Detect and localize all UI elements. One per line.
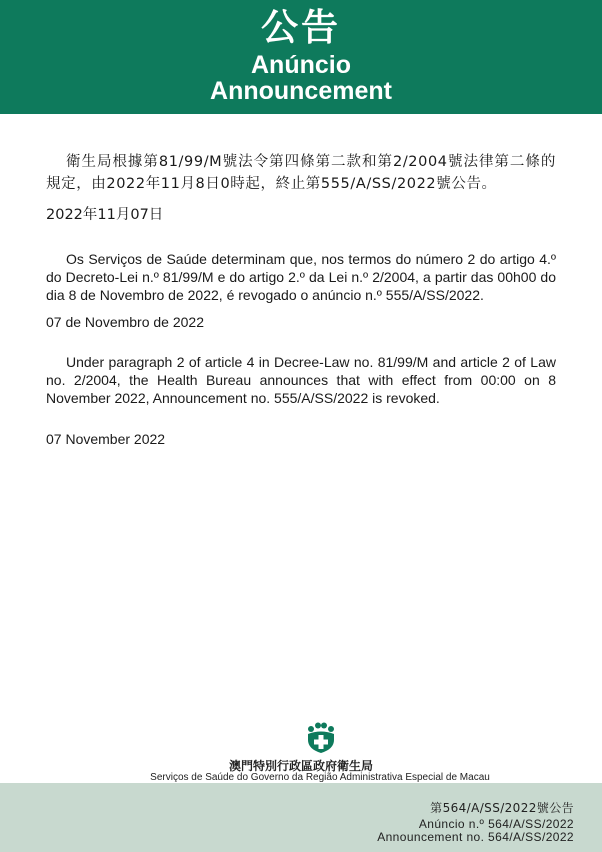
- org-name-pt: Serviços de Saúde do Governo da Região Administrativa Especial de Macau: [150, 772, 490, 783]
- pt-date: 07 de Novembro de 2022: [46, 314, 204, 330]
- announcement-header: [0, 0, 602, 114]
- org-name-zh: 澳門特別行政區政府衛生局: [228, 759, 373, 773]
- announcement-footer: [0, 783, 602, 852]
- ref-number-zh: 第564/A/SS/2022號公告: [430, 801, 574, 815]
- en-paragraph: Under paragraph 2 of article 4 in Decree-Law no. 81/99/M and article 2 of Law no. 2/2004, the Health Bureau announces that with effect from 00:00 on 8 November 2022, Announcement no. 555/A/SS/2022 is revoked.: [46, 354, 556, 406]
- pt-paragraph: Os Serviços de Saúde determinam que, nos termos do número 2 do artigo 4.º do Decreto-Lei n.º 81/99/M e do artigo 2.º da Lei n.º 2/2004, a partir das 00h00 do dia 8 de Novembro de 2022, é revogado o anúncio n.º 555/A/SS/2022.: [46, 251, 556, 303]
- ref-number-pt: Anúncio n.º 564/A/SS/2022: [418, 817, 574, 831]
- en-date: 07 November 2022: [46, 431, 166, 447]
- ref-number-en: Announcement no. 564/A/SS/2022: [377, 830, 574, 844]
- pt-date-block: [46, 313, 556, 331]
- title-pt: Anúncio: [251, 51, 351, 79]
- zh-date: 2022年11月07日: [46, 207, 164, 223]
- title-en: Announcement: [210, 77, 392, 105]
- en-date-block: [46, 430, 556, 448]
- en-section: [46, 353, 556, 407]
- title-zh: 公告: [261, 6, 341, 49]
- zh-date-block: [46, 206, 556, 224]
- zh-section: [46, 151, 556, 195]
- pt-section: [46, 250, 556, 304]
- health-bureau-logo-icon: [305, 722, 337, 754]
- zh-paragraph: 衛生局根據第81/99/M號法令第四條第二款和第2/2004號法律第二條的規定，由2022年11月8日0時起，終止第555/A/SS/2022號公告。: [46, 154, 556, 192]
